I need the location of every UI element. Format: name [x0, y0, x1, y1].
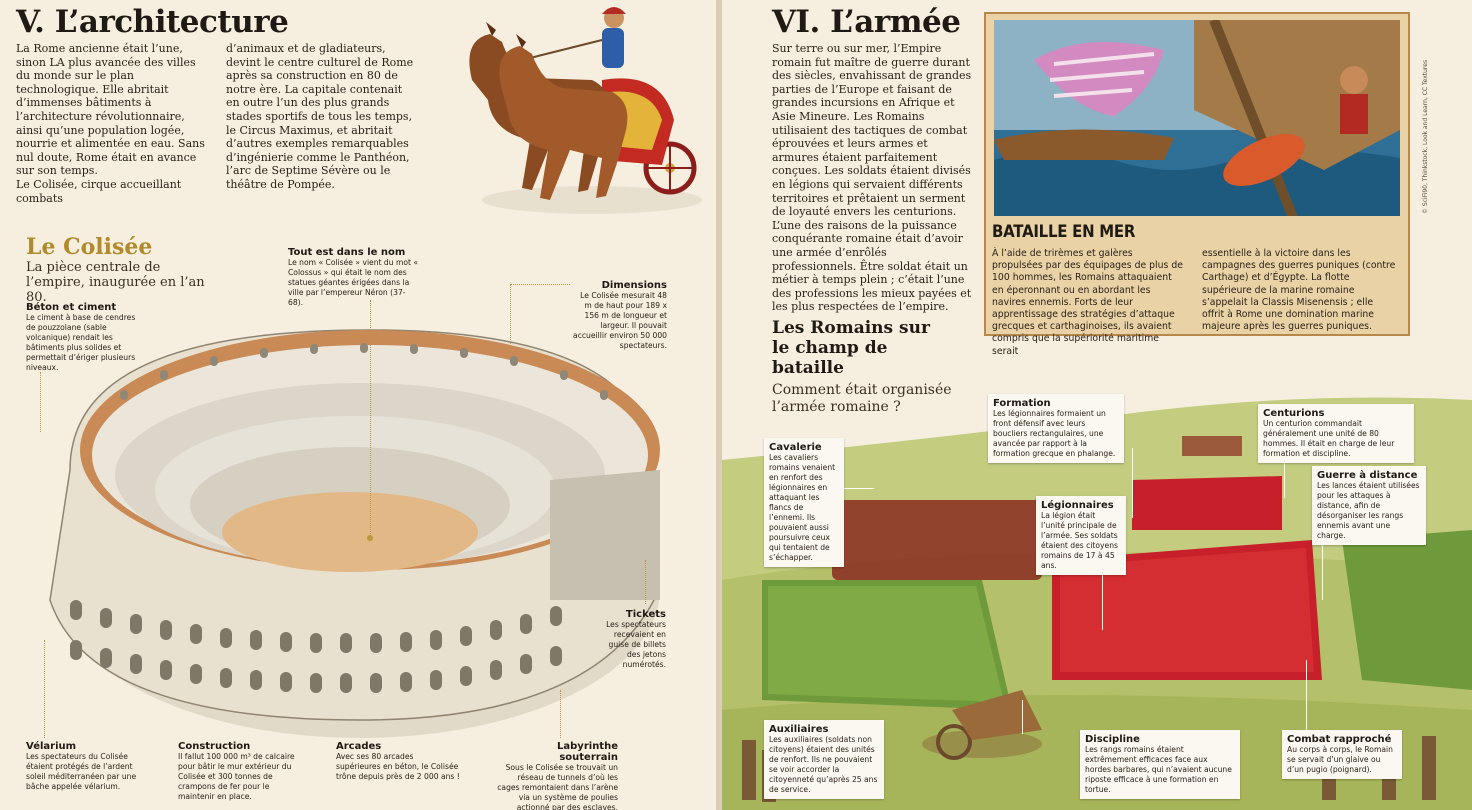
callout-legionnaires-text: La légion était l’unité principale de l’armée. Ses soldats étaient des citoyens romains de 17 à 45 ans. — [1041, 511, 1118, 570]
caption-beton — [26, 302, 140, 373]
callout-formation — [988, 394, 1124, 463]
caption-beton-title: Béton et ciment — [26, 302, 117, 313]
leader-tickets — [645, 560, 646, 604]
leader-discipline — [1022, 700, 1023, 734]
caption-construction — [178, 741, 308, 802]
bataille-text-col1: À l’aide de trirèmes et galères propulsées par des équipages de plus de 100 hommes, les Romains attaquaient en éperonnant ou en abordant les navires ennemis. Forts de leur apprentissage des stratégies d’attaque grecques et carthaginoises, ils avaient compris que la supériorité maritime serait — [992, 248, 1183, 357]
pin-tout — [367, 535, 373, 541]
callout-legionnaires-title: Légionnaires — [1041, 500, 1114, 511]
callout-centurions-title: Centurions — [1263, 408, 1325, 419]
colisee-title: Le Colisée — [26, 234, 153, 260]
chariot-illustration — [452, 0, 702, 220]
callout-guerre-title: Guerre à distance — [1317, 470, 1418, 481]
callout-combat-text: Au corps à corps, le Romain se servait d’un glaive ou d’un pugio (poignard). — [1287, 745, 1393, 774]
caption-tout — [288, 247, 420, 308]
callout-cavalerie-text: Les cavaliers romains venaient en renfort des légionnaires en attaquant les flancs de l’ennemi. Ils pouvaient aussi poursuivre ceux qui tentaient de s’échapper. — [769, 453, 836, 562]
callout-formation-title: Formation — [993, 398, 1051, 409]
callout-auxiliaires-title: Auxiliaires — [769, 724, 829, 735]
callout-guerre-text: Les lances étaient utilisées pour les attaques à distance, afin de désorganiser les rangs ennemis avant une charge. — [1317, 481, 1420, 540]
callout-cavalerie-title: Cavalerie — [769, 442, 822, 453]
caption-tickets-text: Les spectateurs recevaient en guise de billets des jetons numérotés. — [606, 620, 666, 669]
caption-arcades-text: Avec ses 80 arcades supérieures en béton, le Colisée trône depuis près de 2 000 ans ! — [336, 752, 460, 781]
page-architecture — [0, 0, 716, 810]
caption-arcades-title: Arcades — [336, 741, 382, 752]
leader-beton — [40, 372, 41, 432]
leader-dimensions-h — [510, 284, 570, 285]
leader-formation — [1132, 448, 1133, 518]
caption-tout-text: Le nom « Colisée » vient du mot « Colossus » qui était le nom des statues géantes érigées dans la ville par l’empereur Néron (37-68). — [288, 258, 419, 307]
callout-auxiliaires-text: Les auxiliaires (soldats non citoyens) étaient des unités de renfort. Ils ne pouvaient se voir accorder la citoyenneté qu’après 25 ans de service. — [769, 735, 878, 794]
caption-dimensions-text: Le Colisée mesurait 48 m de haut pour 189 x 156 m de longueur et largeur. Il pouvait accueillir environ 50 000 spectateurs. — [573, 291, 667, 350]
intro-text-col1: La Rome ancienne était l’une, sinon LA plus avancée des villes du monde sur le plan technologique. Elle abritait d’immenses bâtiments à l’architecture révolutionnaire, ainsi qu’une population logée, nourrie et alimentée en eau. Sans nul doute, Rome était en avance sur son temps. Le Colisée, cirque accueillant combats — [16, 42, 205, 205]
callout-auxiliaires — [764, 720, 884, 799]
leader-tout — [370, 300, 371, 536]
colisee-subtitle: La pièce centrale de l’empire, inaugurée en l’an 80. — [26, 260, 205, 305]
caption-tout-title: Tout est dans le nom — [288, 247, 406, 258]
caption-velarium-title: Vélarium — [26, 741, 77, 752]
intro-text-col2: d’animaux et de gladiateurs, devint le centre culturel de Rome après sa construction en 80 de notre ère. La capitale contenait en outre l’un des plus grands stades sportifs de tous les temps, le Circus Maximus, et abritait d’autres exemples remarquables d’ingénierie comme le Panthéon, l’arc de Septime Sévère ou le théâtre de Pompée. — [226, 42, 414, 191]
bataille-text-col2: essentielle à la victoire dans les campagnes des guerres puniques (contre Carthage) et d’Égypte. La flotte supérieure de la marine romaine s’appelait la Classis Misenensis ; elle offrit à Rome une domination marine majeure après les guerres puniques. — [1202, 248, 1396, 333]
intro-text-armee: Sur terre ou sur mer, l’Empire romain fut maître de guerre durant des siècles, envahissant de grandes parties de l’Europe et faisant de grandes incursions en Afrique et Asie Mineure. Les Romains utilisaient des tactiques de combat éprouvées et leurs armes et armures étaient parfaitement conçues. Les soldats étaient divisés en légions qui servaient différents territoires et prêtaient un serment de loyauté envers les centurions. L’une des raisons de la puissance conquérante romaine était d’avoir une armée d’enrôlés professionnels. Être soldat était un métier à temps plein ; c’était l’une des professions les mieux payées et les plus respectées de l’empire. — [772, 42, 972, 314]
caption-dimensions-title: Dimensions — [601, 280, 667, 291]
leader-dimensions — [510, 284, 511, 352]
naval-battle-illustration — [994, 20, 1400, 216]
callout-discipline-text: Les rangs romains étaient extrêmement efficaces face aux hordes barbares, qui n’avaient aucune riposte efficace à une formation en tortue. — [1085, 745, 1232, 794]
caption-tickets — [594, 609, 666, 670]
callout-discipline — [1080, 730, 1240, 799]
image-credits: © SciFi90, Thinkstock, Look and Learn, CC Textures — [1422, 59, 1429, 214]
callout-formation-text: Les légionnaires formaient un front défensif avec leurs boucliers rectangulaires, une avancée par rapport à la formation grecque en phalange. — [993, 409, 1116, 458]
caption-tickets-title: Tickets — [625, 609, 666, 620]
leader-labyrinthe — [560, 690, 561, 738]
battle-title: Les Romains sur le champ de bataille — [772, 318, 930, 378]
caption-construction-text: Il fallut 100 000 m³ de calcaire pour bâtir le mur extérieur du Colisée et 300 tonnes de crampons de fer pour le maintenir en place. — [178, 752, 295, 801]
caption-arcades — [336, 741, 460, 782]
leader-velarium — [44, 640, 45, 738]
caption-labyrinthe-text: Sous le Colisée se trouvait un réseau de tunnels d’où les cages remontaient dans l’arène via un système de poulies actionné par des esclaves. — [497, 763, 618, 810]
caption-velarium — [26, 741, 154, 792]
callout-cavalerie — [764, 438, 844, 567]
leader-legionnaires — [1102, 570, 1103, 630]
bataille-panel — [984, 12, 1410, 357]
caption-dimensions — [572, 280, 667, 351]
section-heading-armee: VI. L’armée — [772, 4, 961, 40]
callout-combat-title: Combat rapproché — [1287, 734, 1392, 745]
page-armee — [722, 0, 1472, 810]
bataille-title: BATAILLE EN MER — [992, 222, 1136, 242]
callout-legionnaires — [1036, 496, 1126, 575]
callout-discipline-title: Discipline — [1085, 734, 1140, 745]
battle-subtitle: Comment était organisée l’armée romaine ? — [772, 382, 952, 415]
caption-velarium-text: Les spectateurs du Colisée étaient protégés de l’ardent soleil méditerranéen par une bâche appelée vélarium. — [26, 752, 137, 791]
callout-centurions — [1258, 404, 1414, 463]
leader-combat — [1306, 660, 1307, 734]
caption-beton-text: Le ciment à base de cendres de pouzzolane (sable volcanique) rendait les bâtiments plus solides et permettait d’ériger plusieurs niveaux. — [26, 313, 136, 372]
caption-labyrinthe — [496, 741, 618, 810]
callout-centurions-text: Un centurion commandait généralement une unité de 80 hommes. Il était en charge de leur formation et discipline. — [1263, 419, 1395, 458]
section-heading-architecture: V. L’architecture — [16, 4, 289, 40]
callout-combat — [1282, 730, 1402, 779]
callout-guerre — [1312, 466, 1426, 545]
caption-construction-title: Construction — [178, 741, 251, 752]
caption-labyrinthe-title: Labyrinthe souterrain — [557, 741, 618, 763]
